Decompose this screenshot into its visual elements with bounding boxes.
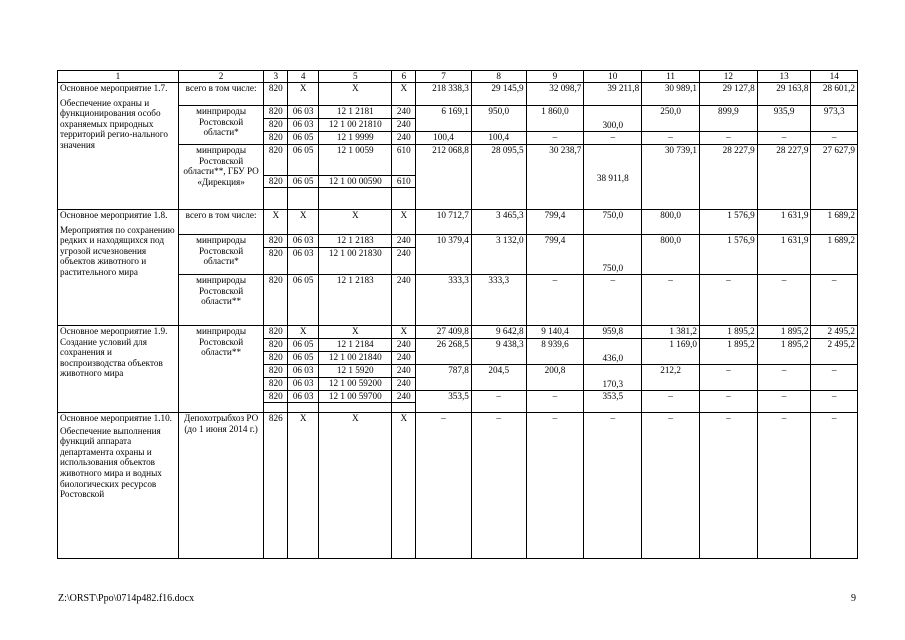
table-cell: 200,8 [526,365,584,391]
table-cell: 27 627,9 [811,145,858,210]
executor-cell: Депохотрыбхоз РО (до 1 июня 2014 г.) [178,413,264,559]
table-cell: – [471,391,526,413]
table-cell: 820 [264,275,288,326]
table-cell: 959,8 [584,326,642,339]
table-cell: 06 03 [288,235,319,248]
budget-table [57,70,858,559]
table-cell: 1 576,9 [699,210,757,235]
table-cell: 820 [264,352,288,365]
table-cell: 06 05 [288,176,319,188]
table-cell [264,188,288,210]
table-cell: – [416,413,472,559]
table-cell: 240 [392,352,416,365]
column-header: 12 [699,71,757,83]
column-header: 3 [264,71,288,83]
table-cell: 820 [264,119,288,132]
activity-description [58,413,179,559]
table-cell: 1 689,2 [811,210,858,235]
activity-description [58,326,179,413]
table-cell: 06 05 [288,145,319,176]
column-header: 4 [288,71,319,83]
table-cell: 06 03 [288,378,319,391]
table-cell: 12 1 2183 [319,275,392,326]
table-cell: 28 227,9 [699,145,757,210]
table-cell: 1 689,2 [811,235,858,275]
table-cell: 32 098,7 [526,83,584,106]
table-cell: 6 169,1 [416,106,472,132]
table-cell: – [811,275,858,326]
table-cell: – [584,275,642,326]
table-cell [319,188,392,210]
table-cell: 240 [392,248,416,275]
activity-title: Основное мероприятие 1.8. [60,210,168,220]
table-cell: 12 1 2181 [319,106,392,119]
table-cell: 610 [392,176,416,188]
table-cell: – [642,132,700,145]
table-cell: Х [288,326,319,339]
table-cell: 30 989,1 [642,83,700,106]
table-cell: 06 05 [288,275,319,326]
table-cell: 12 1 00 00590 [319,176,392,188]
table-cell: Х [392,326,416,339]
table-cell: 29 145,9 [471,83,526,106]
table-cell: 3 465,3 [471,210,526,235]
column-header: 1 [58,71,179,83]
table-cell: 1 631,9 [757,235,811,275]
table-cell: 610 [392,145,416,176]
table-cell: 06 03 [288,365,319,378]
activity-title: Основное мероприятие 1.9. [60,326,168,336]
table-row [58,275,858,326]
column-header: 10 [584,71,642,83]
activity-text: Обеспечение выполнения функций аппарата департамента охраны и использования объектов животного мира и водных биологических ресурсов Ростовской [60,425,162,500]
table-cell: Х [319,83,392,106]
table-cell: 240 [392,106,416,119]
table-cell: 787,8 [416,365,472,391]
table-cell: 06 03 [288,391,319,403]
table-cell: 820 [264,391,288,403]
table-cell: 9 642,8 [471,326,526,339]
column-header: 13 [757,71,811,83]
table-cell: 12 1 00 21810 [319,119,392,132]
table-cell: 12 1 00 21840 [319,352,392,365]
table-cell: 820 [264,145,288,176]
table-cell: 820 [264,106,288,119]
table-cell: 10 379,4 [416,235,472,275]
table-cell: – [526,413,584,559]
table-cell: 820 [264,378,288,391]
table-cell: 436,0 [584,339,642,365]
table-cell: – [757,413,811,559]
table-cell: – [471,413,526,559]
table-cell: – [642,391,700,413]
table-cell: 820 [264,83,288,106]
table-cell: 240 [392,132,416,145]
table-cell: 26 268,5 [416,339,472,365]
table-cell: – [584,132,642,145]
column-header: 14 [811,71,858,83]
table-cell: 899,9 [699,106,757,132]
table-cell: 3 132,0 [471,235,526,275]
executor-cell: минприроды Ростовской области**, ГБУ РО «Дирекция» [178,145,264,210]
table-cell: 8 939,6 [526,339,584,365]
activity-description [58,210,179,326]
table-cell [264,403,288,413]
table-cell: 06 03 [288,106,319,119]
table-cell [319,403,392,413]
table-cell: – [584,413,642,559]
table-cell: 12 1 5920 [319,365,392,378]
table-cell: 12 1 0059 [319,145,392,176]
table-cell: 29 127,8 [699,83,757,106]
table-cell: – [699,365,757,391]
table-cell: – [526,275,584,326]
table-cell: Х [288,83,319,106]
table-cell: 1 895,2 [699,339,757,365]
table-cell: 29 163,8 [757,83,811,106]
table-cell: Х [319,210,392,235]
table-cell: 100,4 [471,132,526,145]
table-cell: 170,3 [584,365,642,391]
table-cell: – [642,413,700,559]
table-cell: Х [392,83,416,106]
table-cell: 38 911,8 [584,145,642,210]
table-cell: 12 1 00 59200 [319,378,392,391]
table-cell: – [811,391,858,413]
table-cell: 2 495,2 [811,339,858,365]
executor-cell: минприроды Ростовской области** [178,326,264,413]
table-cell: 826 [264,413,288,559]
table-cell: 800,0 [642,235,700,275]
table-cell: 39 211,8 [584,83,642,106]
executor-cell: минприроды Ростовской области* [178,106,264,145]
table-cell: 240 [392,119,416,132]
table-cell: 820 [264,365,288,378]
table-cell: 250,0 [642,106,700,132]
table-cell: 353,5 [584,391,642,413]
table-cell: 799,4 [526,210,584,235]
executor-cell: минприроды Ростовской области* [178,235,264,275]
table-cell: 333,3 [471,275,526,326]
activity-text: Мероприятия по сохранению редких и находящихся под угрозой исчезновения объектов животного и растительного мира [60,224,175,277]
table-cell: – [757,132,811,145]
table-cell: 30 739,1 [642,145,700,210]
table-cell: 12 1 2184 [319,339,392,352]
table-cell: 06 03 [288,119,319,132]
table-cell: – [757,365,811,391]
table-cell: 333,3 [416,275,472,326]
activity-description [58,83,179,210]
table-cell: 973,3 [811,106,858,132]
page-number: 9 [851,593,856,604]
table-cell: Х [264,210,288,235]
table-cell: 28 095,5 [471,145,526,210]
table-cell: – [699,391,757,413]
table-cell: 30 238,7 [526,145,584,210]
table-cell: – [757,391,811,413]
table-cell: 1 169,0 [642,339,700,365]
table-cell: 212 068,8 [416,145,472,210]
table-cell: 1 576,9 [699,235,757,275]
table-cell [288,403,319,413]
table-cell: 218 338,3 [416,83,472,106]
table-cell: 935,9 [757,106,811,132]
table-cell: 06 05 [288,132,319,145]
table-cell: 12 1 2183 [319,235,392,248]
table-cell: 100,4 [416,132,472,145]
table-cell: 28 601,2 [811,83,858,106]
table-cell: 9 140,4 [526,326,584,339]
table-cell: – [699,132,757,145]
table-cell: – [811,413,858,559]
table-cell [392,188,416,210]
table-cell: 240 [392,339,416,352]
table-cell: 10 712,7 [416,210,472,235]
table-cell: 204,5 [471,365,526,391]
table-row [58,326,858,339]
table-cell: 06 05 [288,352,319,365]
table-cell: – [757,275,811,326]
table-cell: 2 495,2 [811,326,858,339]
table-cell: 06 05 [288,339,319,352]
table-row [58,145,858,176]
table-cell: 353,5 [416,391,472,413]
executor-cell: минприроды Ростовской области** [178,275,264,326]
table-cell: 750,0 [584,235,642,275]
table-cell: 240 [392,378,416,391]
total-label: всего в том числе: [178,210,264,235]
table-row [58,83,858,106]
table-cell: 240 [392,235,416,248]
table-cell: Х [319,413,392,559]
activity-text: Создание условий для сохранения и воспроизводства объектов животного мира [60,336,163,379]
table-cell: 1 895,2 [757,326,811,339]
column-header: 11 [642,71,700,83]
table-cell: 820 [264,176,288,188]
column-header: 7 [416,71,472,83]
file-path-footer: Z:\ORST\Ppo\0714p482.f16.docx [58,593,195,604]
table-cell: – [526,391,584,413]
table-cell: 950,0 [471,106,526,132]
table-cell: 1 895,2 [699,326,757,339]
column-header: 6 [392,71,416,83]
table-cell: 1 895,2 [757,339,811,365]
table-cell: 820 [264,339,288,352]
table-cell: Х [288,413,319,559]
table-cell: 1 381,2 [642,326,700,339]
table-cell: 28 227,9 [757,145,811,210]
table-cell: Х [392,210,416,235]
table-cell: 820 [264,235,288,248]
column-header: 2 [178,71,264,83]
table-cell: – [811,132,858,145]
table-row [58,210,858,235]
table-cell [392,403,416,413]
table-cell: Х [392,413,416,559]
table-cell: – [699,413,757,559]
table-cell: Х [288,210,319,235]
column-number-row [58,71,858,83]
table-row [58,413,858,559]
table-cell: Х [319,326,392,339]
table-cell: 12 1 9999 [319,132,392,145]
table-cell: 240 [392,365,416,378]
table-cell: 820 [264,132,288,145]
table-cell: 212,2 [642,365,700,391]
table-cell: 820 [264,248,288,275]
column-header: 5 [319,71,392,83]
table-cell: – [526,132,584,145]
table-cell: 800,0 [642,210,700,235]
column-header: 9 [526,71,584,83]
total-label: всего в том числе: [178,83,264,106]
table-cell: 240 [392,391,416,403]
table-cell: 300,0 [584,106,642,132]
table-row [58,235,858,248]
table-cell: 750,0 [584,210,642,235]
table-cell: – [811,365,858,391]
table-cell: – [642,275,700,326]
table-cell: 1 860,0 [526,106,584,132]
activity-text: Обеспечение охраны и функционирования особо охраняемых природных территорий регио-нального значения [60,97,168,150]
table-cell: – [699,275,757,326]
activity-title: Основное мероприятие 1.7. [60,83,168,93]
table-cell: 799,4 [526,235,584,275]
table-cell: 27 409,8 [416,326,472,339]
table-cell: 12 1 00 59700 [319,391,392,403]
table-cell: 12 1 00 21830 [319,248,392,275]
table-cell: 9 438,3 [471,339,526,365]
activity-title: Основное мероприятие 1.10. [60,413,172,423]
table-cell: 820 [264,326,288,339]
table-row [58,106,858,119]
table-cell [288,188,319,210]
table-cell: 06 03 [288,248,319,275]
table-cell: 240 [392,275,416,326]
table-cell: 1 631,9 [757,210,811,235]
column-header: 8 [471,71,526,83]
